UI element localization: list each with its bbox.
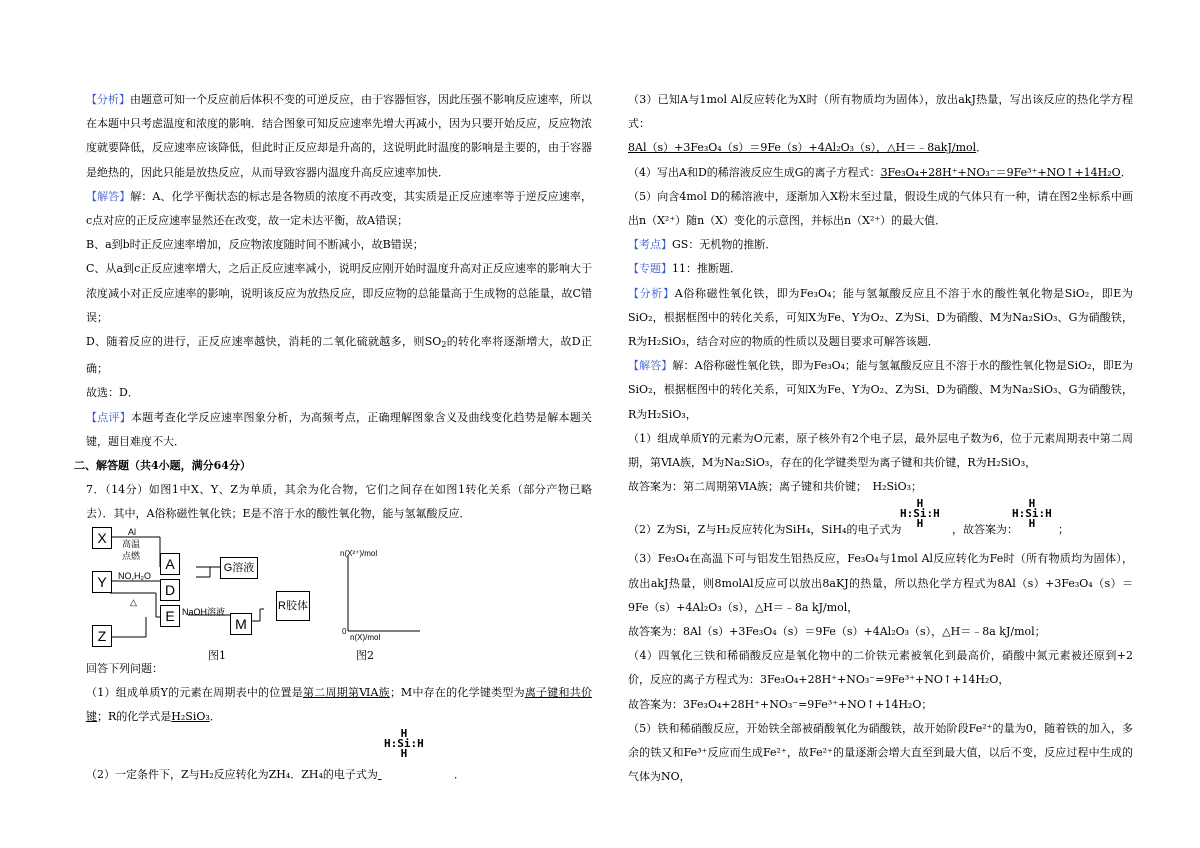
question-4: （4）写出A和D的稀溶液反应生成G的离子方程式：3Fe₃O₄+28H⁺+NO₃⁻＝9Fe³⁺+NO↑+14H₂O． [628,165,1132,179]
answer-1-position: 第二周期第ⅥA族 [303,685,390,699]
node-m: M [230,613,252,635]
choice-text: 故选：D． [86,386,139,400]
jieda: 【解答】解：A俗称磁性氧化铁，即为Fe₃O₄；能与氢氟酸反应且不溶于水的酸性氧化物是SiO₂，即E为SiO₂，根据框图中的转化关系，可知X为Fe、Y为O₂、Z为Si、D为硝酸、M为Na₂SiO₃、G为硝酸铁，R为H₂SiO₃， [628,359,1133,421]
comment-paragraph [86,406,592,454]
label-gaowen: 高温 [122,538,141,549]
figure-2-caption: 图2 [356,648,374,662]
node-g: G溶液 [220,557,258,579]
lewis-structure-area [86,729,592,763]
lewis-sih4-right-1: H H:Si:H H [900,497,940,531]
question-3-answer: 8Al（s）+3Fe₃O₄（s）＝9Fe（s）+4Al₂O₃（s），△H＝﹣8akJ/mol． [628,141,988,155]
answer-2-line: （2）Z为Si，Z与H₂反应转化为SiH₄，SiH₄的电子式为 [628,523,902,537]
kaodian: 【考点】GS：无机物的推断． [628,238,777,252]
right-column [628,88,1133,789]
analysis-tag: 【分析】 [86,93,130,106]
answer-intro: 回答下列问题： [86,661,163,675]
answer-4-result: 故答案为：3Fe₃O₄+28H⁺+NO₃⁻=9Fe³⁺+NO↑+14H₂O； [628,697,933,711]
answer-2-block [628,499,1133,547]
question-3: （3）已知A与1mol Al反应转化为X时（所有物质均为固体），放出akJ热量，写出该反应的热化学方程式： [628,93,1133,131]
analysis-text: 由题意可知一个反应前后体积不变的可逆反应，由于容器恒容，因此压强不影响反应速率，所以在本题中只考虑温度和浓度的影响．结合图象可知反应速率先增大再减小，因为只要开始反应，反应物浓度就要降低，反应速率应该降低，但此时正反应却是升高的，这说明此时温度的影响是主要的，由于容器是绝热的，因此只能是放热反应，从而导致容器内温度升高反应速率加快． [86,93,592,179]
solution-text: 解：A、化学平衡状态的标志是各物质的浓度不再改变，其实质是正反应速率等于逆反应速率，c点对应的正反应速率显然还在改变，故一定未达平衡，故A错误； [86,189,592,228]
label-heat: △ [130,596,137,607]
node-z: Z [92,625,112,647]
section-heading: 二、解答题（共4小题，满分64分） [74,459,251,473]
label-naoh: NaOH溶液 [182,606,226,617]
answer-1-result: 故答案为：第二周期第ⅥA族；离子键和共价键； H₂SiO₃； [628,480,922,494]
label-no-h2o: NO,H₂O [118,570,151,581]
label-dianran: 点燃 [122,550,141,561]
fenxi: 【分析】A俗称磁性氧化铁，即为Fe₃O₄；能与氢氟酸反应且不溶于水的酸性氧化物是SiO₂，即E为SiO₂，根据框图中的转化关系，可知X为Fe、Y为O₂、Z为Si、D为硝酸、M为Na₂SiO₃、G为硝酸铁，R为H₂SiO₃，结合对应的物质的性质以及题目要求可解答该题． [628,286,1133,349]
answer-5-explain: （5）铁和稀硝酸反应，开始铁全部被硝酸氧化为硝酸铁，故开始阶段Fe²⁺的量为0，随着铁的加入，多余的铁又和Fe³⁺反应而生成Fe²⁺，故Fe²⁺的量逐渐会增大直至到最大值，以后不变，反应过程中生成的气体为NO， [628,721,1133,784]
answer-2-end: ； [1058,523,1069,537]
node-d: D [160,579,180,601]
answer-2-so: ，故答案为： [952,523,1018,537]
left-column [74,88,593,787]
question-2: （2）一定条件下，Z与H₂反应转化为ZH₄．ZH₄的电子式为 ． [86,768,465,782]
zhuanti: 【专题】11：推断题． [628,262,741,276]
figure-1-caption: 图1 [208,648,226,662]
node-y: Y [92,571,112,593]
option-d-part1: D、随着反应的进行，正反应速率越快，消耗的二氧化硫就越多，则SO [86,335,442,349]
analysis-paragraph [86,88,592,185]
solution-paragraph [86,185,592,233]
axis-y-label: n(X²⁺)/mol [340,548,378,558]
option-d-text: D、随着反应的进行，正反应速率越快，消耗的二氧化硫就越多，则$SO_2$的转化率将逐渐增大，故D正确； [86,335,592,376]
node-a: A [160,553,180,575]
comment-tag: 【点评】 [86,410,131,424]
node-x: X [92,527,112,549]
lewis-sih4: H H:Si:H H [384,727,424,761]
question-5: （5）向含4mol D的稀溶液中，逐渐加入X粉末至过量，假设生成的气体只有一种，请在图2坐标系中画出n（X²⁺）随n（X）变化的示意图，并标出n（X²⁺）的最大值． [628,189,1133,228]
answer-4-explain: （4）四氧化三铁和稀硝酸反应是氧化物中的二价铁元素被氧化到最高价，硝酸中氮元素被还原到+2价，反应的离子方程式为：3Fe₃O₄+28H⁺+NO₃⁻=9Fe³⁺+NO↑+14H₂O， [628,649,1133,687]
question-1: （1）组成单质Y的元素在周期表中的位置是第二周期第ⅥA族；M中存在的化学键类型为离子键和共价键；R的化学式是H₂SiO₃． [86,685,593,724]
answer-3-explain: （3）Fe₃O₄在高温下可与铝发生铝热反应，Fe₃O₄与1mol Al反应转化为Fe时（所有物质均为固体），放出akJ热量，则8molAl反应可以放出8aKJ的热量，所以热化学方程式为8Al（s）+3Fe₃O₄（s）＝9Fe（s）+4Al₂O₃（s），△H＝﹣8a kJ/mol， [628,552,1133,614]
node-r: R胶体 [276,591,310,621]
lewis-sih4-right-2: H H:Si:H H [1012,497,1052,531]
option-b-text: B、a到b时正反应速率增加，反应物浓度随时间不断减小，故B错误； [86,238,424,252]
figure-area [86,526,592,662]
axis-x-label: n(X)/mol [350,632,381,642]
label-al: Al [128,526,137,537]
answer-4: 3Fe₃O₄+28H⁺+NO₃⁻＝9Fe³⁺+NO↑+14H₂O [880,165,1121,179]
option-c-text: C、从a到c正反应速率增大，之后正反应速率减小，说明反应刚开始时温度升高对正反应速率的影响大于浓度减小对正反应速率的影响，说明该反应为放热反应，即反应物的总能量高于生成物的总能量，故C错误； [86,262,592,324]
solution-tag: 【解答】 [86,189,131,203]
question-7-stem: 7．（14分）如图1中X、Y、Z为单质，其余为化合物，它们之间存在如图1转化关系（部分产物已略去）．其中，A俗称磁性氧化铁；E是不溶于水的酸性氧化物，能与氢氟酸反应． [86,483,592,521]
option-d-part2: 的转化率将逐渐增大，故D正确； [86,335,592,376]
axis-origin: 0 [342,626,347,636]
answer-1-bond: 离子键和共价键 [86,685,593,724]
answer-1-explain: （1）组成单质Y的元素为O元素，原子核外有2个电子层，最外层电子数为6，位于元素周期表中第二周期，第ⅥA族，M为Na₂SiO₃，存在的化学键类型为离子键和共价键，R为H₂SiO₃， [628,431,1133,470]
comment-text: 本题考查化学反应速率图象分析，为高频考点，正确理解图象含义及曲线变化趋势是解本题关键，题目难度不大． [86,410,592,448]
node-e: E [160,605,180,627]
answer-3-result: 故答案为：8Al（s）+3Fe₃O₄（s）＝9Fe（s）+4Al₂O₃（s），△H＝﹣8a kJ/mol； [628,625,1046,639]
answer-1-formula: H₂SiO₃ [171,710,210,724]
